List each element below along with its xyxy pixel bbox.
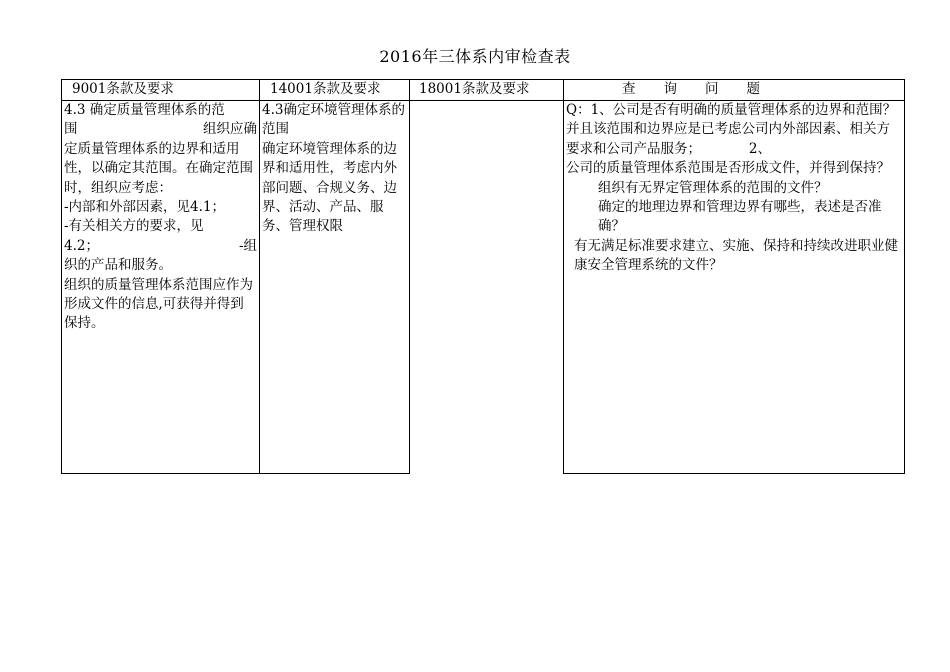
clause-item: -内部和外部因素，见4.1； — [64, 199, 226, 216]
question-number: 2、 — [748, 140, 771, 157]
header-14001: 14001条款及要求 — [260, 80, 410, 101]
cell-14001-requirements — [260, 101, 410, 474]
clause-line — [64, 237, 257, 256]
header-18001: 18001条款及要求 — [410, 80, 564, 101]
header-word: 题 — [746, 81, 760, 97]
clause-closing: 组织的质量管理体系范围应作为形成文件的信息,可获得并得到保持。 — [64, 276, 253, 332]
header-row — [62, 80, 905, 101]
cell-9001-requirements — [62, 101, 260, 474]
header-audit-questions — [564, 80, 905, 101]
header-9001: 9001条款及要求 — [62, 80, 260, 101]
clause-text: 4.2； — [64, 237, 99, 254]
cell-audit-questions — [564, 101, 905, 474]
page-title: 2016年三体系内审检查表 — [379, 47, 571, 66]
clause-item: 织的产品和服务。 — [64, 257, 172, 274]
header-word: 问 — [705, 81, 719, 97]
clause-title: 4.3确定环境管理体系的范围 — [262, 102, 405, 138]
clause-line — [64, 120, 257, 139]
header-word: 询 — [663, 81, 677, 97]
question-text: 组织有无界定管理体系的范围的文件？ — [598, 179, 828, 196]
clause-item: -有关相关方的要求，见 — [64, 218, 204, 235]
question-text: Q：1、公司是否有明确的质量管理体系的边界和范围？并且该范围和边界应是已考虑公司内外部因素、相关方要求和公司产品服务； — [566, 102, 897, 157]
audit-checklist-table — [61, 79, 905, 474]
question-text: 公司的质量管理体系范围是否形成文件，并得到保持？ — [566, 160, 890, 177]
body-row — [62, 101, 905, 474]
clause-title: 4.3 确定质量管理体系的范 — [64, 102, 225, 118]
clause-text: -组 — [238, 237, 257, 254]
question-text: 有无满足标准要求建立、实施、保持和持续改进职业健康安全管理系统的文件？ — [574, 237, 898, 274]
cell-18001-requirements — [410, 101, 564, 474]
clause-text: 确定环境管理体系的边界和适用性，考虑内外部问题、合规义务、边界、活动、产品、服务、管理权限 — [262, 140, 397, 235]
clause-text: 定质量管理体系的边界和适用性，以确定其范围。在确定范围时，组织应考虑： — [64, 140, 253, 196]
clause-text: 围 — [64, 121, 78, 138]
header-word: 查 — [622, 81, 636, 97]
question-text: 确定的地理边界和管理边界有哪些，表述是否准确？ — [598, 199, 882, 235]
clause-text: 组织应确 — [203, 121, 257, 138]
